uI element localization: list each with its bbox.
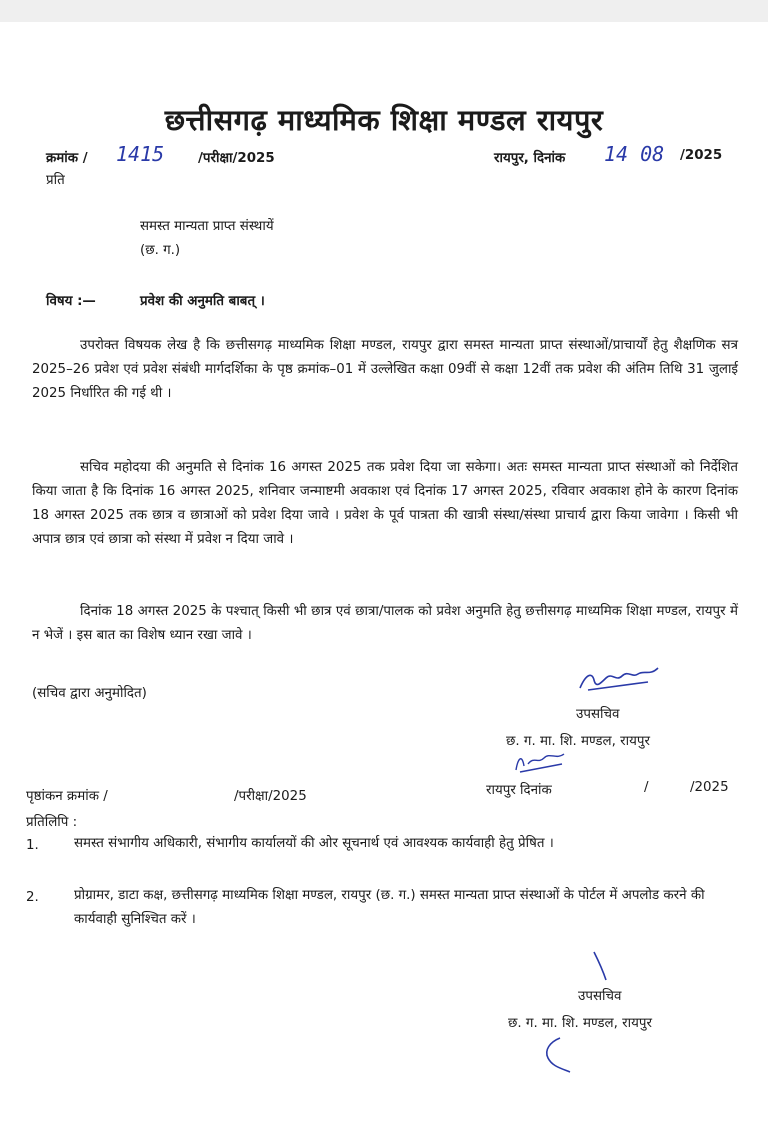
body-paragraph-1-text: उपरोक्त विषयक लेख है कि छत्तीसगढ़ माध्यमिक शिक्षा मण्डल, रायपुर द्वारा समस्त मान्यता प्राप्त संस्थाओं/प्राचार्यों हेतु शैक्षणिक सत्र 2025–26 प्रवेश एवं प्रवेश संबंधी मार्गदर्शिका के पृष्ठ क्रमांक–01 में उल्लेखित कक्षा 09वीं से कक्षा 12वीं तक प्रवेश की अंतिम तिथि 31 जुलाई 2025 निर्धारित की गई थी ।	[32, 338, 738, 401]
body-paragraph-2-text: सचिव महोदया की अनुमति से दिनांक 16 अगस्त 2025 तक प्रवेश दिया जा सकेगा। अतः समस्त मान्यता प्राप्त संस्थाओं को निर्देशित किया जाता है कि दिनांक 16 अगस्त 2025, शनिवार जन्माष्टमी अवकाश एवं दिनांक 17 अगस्त 2025, रविवार अवकाश होने के कारण दिनांक 18 अगस्त 2025 तक छात्र व छात्राओं को प्रवेश दिया जावे । प्रवेश के पूर्व पात्रता की खात्री संस्था/संस्था प्राचार्य द्वारा किया जावेगा । किसी भी अपात्र छात्र एवं छात्रा को संस्था में प्रवेश न दिया जावे ।	[32, 460, 738, 547]
date-handwritten: 14 08	[604, 142, 665, 166]
scan-top-border	[0, 0, 768, 22]
body-paragraph-2	[32, 456, 738, 552]
recipient-line2: (छ. ग.)	[140, 243, 181, 258]
signature-2-scribble	[590, 950, 614, 982]
endorsement-year: /2025	[690, 780, 729, 795]
endorsement-number-suffix: /परीक्षा/2025	[234, 789, 307, 804]
ref-number-label: क्रमांक /	[46, 151, 88, 166]
signature-1-office: छ. ग. मा. शि. मण्डल, रायपुर	[506, 734, 650, 749]
subject-label: विषय :—	[46, 294, 96, 309]
copy-item-2-number: 2.	[26, 890, 39, 905]
body-paragraph-1	[32, 334, 738, 406]
copy-item-2-text: प्रोग्रामर, डाटा कक्ष, छत्तीसगढ़ माध्यमिक शिक्षा मण्डल, रायपुर (छ. ग.) समस्त मान्यता प्राप्त संस्थाओं के पोर्टल में अपलोड करने की कार्यवाही सुनिश्चित करें ।	[74, 888, 705, 927]
signature-1-designation: उपसचिव	[576, 707, 620, 722]
copy-to-label: प्रतिलिपि :	[26, 815, 78, 830]
letterhead-title: छत्तीसगढ़ माध्यमिक शिक्षा मण्डल रायपुर	[164, 103, 604, 137]
endorsement-number-label: पृष्ठांकन क्रमांक /	[26, 789, 108, 804]
place-date-label: रायपुर, दिनांक	[494, 151, 566, 166]
approval-note: (सचिव द्वारा अनुमोदित)	[32, 686, 147, 701]
ref-number-suffix: /परीक्षा/2025	[198, 151, 275, 166]
date-year: /2025	[680, 148, 723, 163]
signature-1-scribble	[578, 664, 678, 694]
body-paragraph-3-text: दिनांक 18 अगस्त 2025 के पश्चात् किसी भी छात्र एवं छात्रा/पालक को प्रवेश अनुमति हेतु छत्तीसगढ़ माध्यमिक शिक्षा मण्डल, रायपुर में न भेजें । इस बात का विशेष ध्यान रखा जावे ।	[32, 604, 738, 643]
endorsement-place-date: रायपुर दिनांक	[486, 783, 552, 798]
body-paragraph-3	[32, 600, 738, 648]
copy-item-1-number: 1.	[26, 838, 39, 853]
recipient-line1: समस्त मान्यता प्राप्त संस्थायें	[140, 219, 274, 234]
signature-2-designation: उपसचिव	[578, 989, 622, 1004]
signature-2-office: छ. ग. मा. शि. मण्डल, रायपुर	[508, 1016, 652, 1031]
subject-text: प्रवेश की अनुमति बाबत् ।	[140, 294, 265, 309]
copy-item-1-text: समस्त संभागीय अधिकारी, संभागीय कार्यालयों की ओर सूचनार्थ एवं आवश्यक कार्यवाही हेतु प्रेषित ।	[74, 836, 554, 851]
ref-number-handwritten: 1415	[116, 142, 165, 166]
endorsement-date-slash: /	[644, 780, 649, 795]
initials-date-scribble	[512, 744, 576, 774]
to-label: प्रति	[46, 173, 65, 188]
signature-2-flourish	[530, 1036, 580, 1076]
